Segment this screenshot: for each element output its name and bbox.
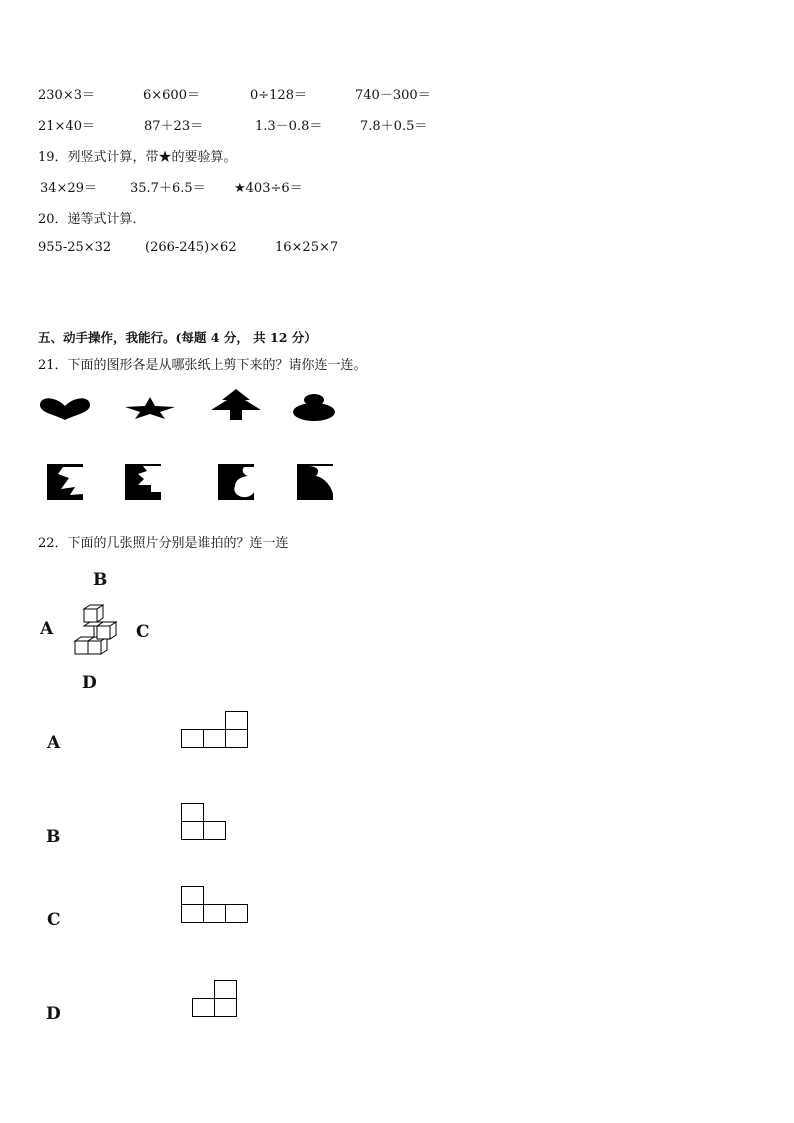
q19-item: 35.7＋6.5＝	[130, 181, 206, 196]
observer-label-bottom: D	[82, 673, 97, 693]
calc-item: 0÷128＝	[250, 88, 307, 103]
stacked-ovals-shape	[292, 393, 338, 421]
question-19-title: 19．列竖式计算，带★的要验算。	[38, 150, 237, 165]
q20-item: 955-25×32	[38, 240, 112, 255]
paper-1	[47, 464, 85, 500]
calc-item: 740－300＝	[355, 88, 431, 103]
heart-shape	[38, 396, 93, 422]
cube-stack-figure	[70, 604, 122, 658]
photo-label-a: A	[47, 733, 61, 753]
q19-item: ★403÷6＝	[234, 181, 303, 196]
view-a	[180, 711, 250, 749]
calc-item: 1.3－0.8＝	[255, 119, 323, 134]
paper-2	[125, 464, 163, 500]
observer-label-top: B	[93, 570, 108, 590]
photo-label-d: D	[46, 1004, 61, 1024]
calc-item: 6×600＝	[143, 88, 200, 103]
view-c	[180, 886, 250, 924]
q19-item: 34×29＝	[40, 181, 97, 196]
question-21-title: 21．下面的图形各是从哪张纸上剪下来的？请你连一连。	[38, 358, 367, 373]
paper-4	[297, 464, 335, 500]
calc-item: 21×40＝	[38, 119, 95, 134]
q20-item: (266-245)×62	[145, 240, 237, 255]
calc-item: 87＋23＝	[144, 119, 204, 134]
tree-shape	[208, 389, 264, 421]
question-20-title: 20．递等式计算．	[38, 212, 146, 227]
view-b	[180, 803, 228, 841]
paper-3	[218, 464, 256, 500]
view-d	[191, 980, 239, 1018]
photo-label-b: B	[46, 827, 61, 847]
observer-label-left: A	[40, 619, 54, 639]
observer-label-right: C	[136, 622, 150, 642]
star-shape	[124, 396, 176, 420]
question-22-title: 22．下面的几张照片分别是谁拍的？连一连	[38, 536, 289, 551]
calc-item: 7.8＋0.5＝	[360, 119, 428, 134]
photo-label-c: C	[47, 910, 61, 930]
section-5-title: 五、动手操作，我能行。(每题 4 分， 共 12 分）	[38, 330, 317, 345]
q20-item: 16×25×7	[275, 240, 339, 255]
calc-item: 230×3＝	[38, 88, 95, 103]
